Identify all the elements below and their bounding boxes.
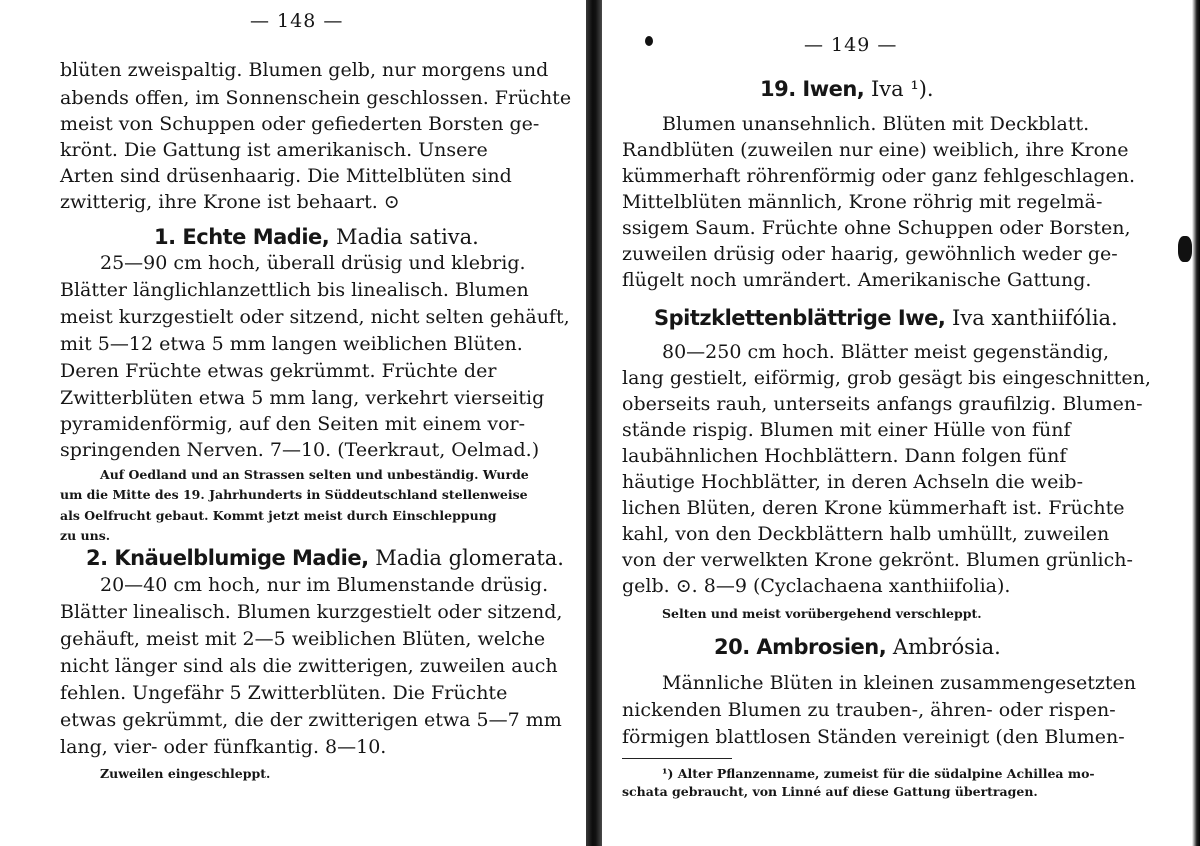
- text-line: zuweilen drüsig oder haarig, gewöhnlich weder ge-: [622, 243, 1118, 265]
- text-line: Arten sind drüsenhaarig. Die Mittelblüten sind: [60, 165, 512, 187]
- note-line: als Oelfrucht gebaut. Kommt jetzt meist durch Einschleppung: [60, 508, 497, 523]
- text-line: 80—250 cm hoch. Blätter meist gegenständig,: [662, 341, 1110, 363]
- text-line: lichen Blüten, deren Krone kümmerhaft ist. Früchte: [622, 497, 1125, 519]
- text-line: ssigem Saum. Früchte ohne Schuppen oder Borsten,: [622, 217, 1131, 239]
- left-page: [0, 0, 586, 846]
- text-line: Zwitterblüten etwa 5 mm lang, verkehrt vierseitig: [60, 387, 545, 409]
- footnote-line: schata gebraucht, von Linné auf diese Gattung übertragen.: [622, 784, 1038, 799]
- text-line: laubähnlichen Hochblättern. Dann folgen fünf: [622, 445, 1067, 467]
- text-line: blüten zweispaltig. Blumen gelb, nur morgens und: [60, 59, 549, 81]
- species-heading: [154, 224, 479, 250]
- genus-number: 19.: [760, 77, 796, 101]
- species-name: Spitzklettenblättrige Iwe,: [654, 306, 946, 330]
- text-line: flügelt noch umrändert. Amerikanische Gattung.: [622, 269, 1092, 291]
- genus-latin-name: Iva ¹).: [870, 77, 934, 101]
- print-speck: [645, 36, 653, 46]
- page-edge-shadow: [1192, 0, 1200, 846]
- page-number: — 149 —: [804, 34, 898, 56]
- text-line: gehäuft, meist mit 2—5 weiblichen Blüten, welche: [60, 628, 546, 650]
- species-latin-name: Iva xanthiifólia.: [952, 306, 1118, 330]
- species-name: 2. Knäuelblumige Madie,: [86, 546, 369, 570]
- print-speck: [1178, 236, 1192, 262]
- species-latin-name: Madia glomerata.: [375, 546, 564, 570]
- text-line: pyramidenförmig, auf den Seiten mit einem vor-: [60, 413, 526, 435]
- text-line: häutige Hochblätter, in deren Achseln die weib-: [622, 471, 1084, 493]
- genus-latin-name: Ambrósia.: [892, 635, 1001, 659]
- text-line: nicht länger sind als die zwitterigen, zuweilen auch: [60, 655, 558, 677]
- text-line: kahl, von den Deckblättern halb umhüllt, zuweilen: [622, 523, 1110, 545]
- genus-name: Ambrosien,: [756, 635, 887, 659]
- text-line: stände rispig. Blumen mit einer Hülle von fünf: [622, 419, 1071, 441]
- book-gutter: [586, 0, 602, 846]
- text-line: krönt. Die Gattung ist amerikanisch. Unsere: [60, 139, 488, 161]
- note-line: Zuweilen eingeschleppt.: [100, 766, 271, 781]
- text-line: abends offen, im Sonnenschein geschlossen. Früchte: [60, 87, 572, 109]
- text-line: springenden Nerven. 7—10. (Teerkraut, Oelmad.): [60, 439, 540, 461]
- text-line: meist von Schuppen oder gefiederten Borsten ge-: [60, 113, 540, 135]
- text-line: 20—40 cm hoch, nur im Blumenstande drüsig.: [100, 574, 549, 596]
- text-line: Blätter linealisch. Blumen kurzgestielt oder sitzend,: [60, 601, 563, 623]
- text-line: nickenden Blumen zu trauben-, ähren- oder rispen-: [622, 699, 1116, 721]
- text-line: 25—90 cm hoch, überall drüsig und klebrig.: [100, 252, 526, 274]
- footnote-rule: [622, 758, 732, 759]
- text-line: Deren Früchte etwas gekrümmt. Früchte der: [60, 360, 497, 382]
- genus-number: 20.: [714, 635, 750, 659]
- note-line: Selten und meist vorübergehend verschleppt.: [662, 606, 982, 621]
- text-line: Blätter länglichlanzettlich bis linealisch. Blumen: [60, 279, 529, 301]
- species-heading: [654, 305, 1118, 331]
- species-name: 1. Echte Madie,: [154, 225, 330, 249]
- genus-heading: [760, 76, 934, 102]
- text-line: etwas gekrümmt, die der zwitterigen etwa 5—7 mm: [60, 709, 562, 731]
- text-line: fehlen. Ungefähr 5 Zwitterblüten. Die Früchte: [60, 682, 508, 704]
- footnote-line: ¹) Alter Pflanzenname, zumeist für die südalpine Achillea mo-: [662, 766, 1095, 781]
- text-line: kümmerhaft röhrenförmig oder ganz fehlgeschlagen.: [622, 165, 1136, 187]
- note-line: zu uns.: [60, 528, 111, 543]
- text-line: von der verwelkten Krone gekrönt. Blumen grünlich-: [622, 549, 1133, 571]
- text-line: Mittelblüten männlich, Krone röhrig mit regelmä-: [622, 191, 1103, 213]
- right-page: [602, 0, 1200, 846]
- species-heading: [86, 545, 564, 571]
- text-line: Männliche Blüten in kleinen zusammengesetzten: [662, 672, 1137, 694]
- text-line: oberseits rauh, unterseits anfangs graufilzig. Blumen-: [622, 393, 1143, 415]
- text-line: meist kurzgestielt oder sitzend, nicht selten gehäuft,: [60, 306, 570, 328]
- text-line: lang gestielt, eiförmig, grob gesägt bis eingeschnitten,: [622, 367, 1151, 389]
- text-line: Randblüten (zuweilen nur eine) weiblich, ihre Krone: [622, 139, 1129, 161]
- note-line: Auf Oedland und an Strassen selten und unbeständig. Wurde: [100, 467, 529, 482]
- species-latin-name: Madia sativa.: [335, 225, 479, 249]
- genus-name: Iwen,: [802, 77, 865, 101]
- note-line: um die Mitte des 19. Jahrhunderts in Süddeutschland stellenweise: [60, 487, 528, 502]
- page-number: — 148 —: [250, 10, 344, 32]
- text-line: mit 5—12 etwa 5 mm langen weiblichen Blüten.: [60, 333, 523, 355]
- text-line: förmigen blattlosen Ständen vereinigt (den Blumen-: [622, 726, 1125, 748]
- genus-heading: [714, 634, 1001, 660]
- text-line: gelb. ⊙. 8—9 (Cyclachaena xanthiifolia).: [622, 575, 1011, 597]
- text-line: Blumen unansehnlich. Blüten mit Deckblatt.: [662, 113, 1090, 135]
- text-line: zwitterig, ihre Krone ist behaart. ⊙: [60, 191, 400, 213]
- text-line: lang, vier- oder fünfkantig. 8—10.: [60, 736, 387, 758]
